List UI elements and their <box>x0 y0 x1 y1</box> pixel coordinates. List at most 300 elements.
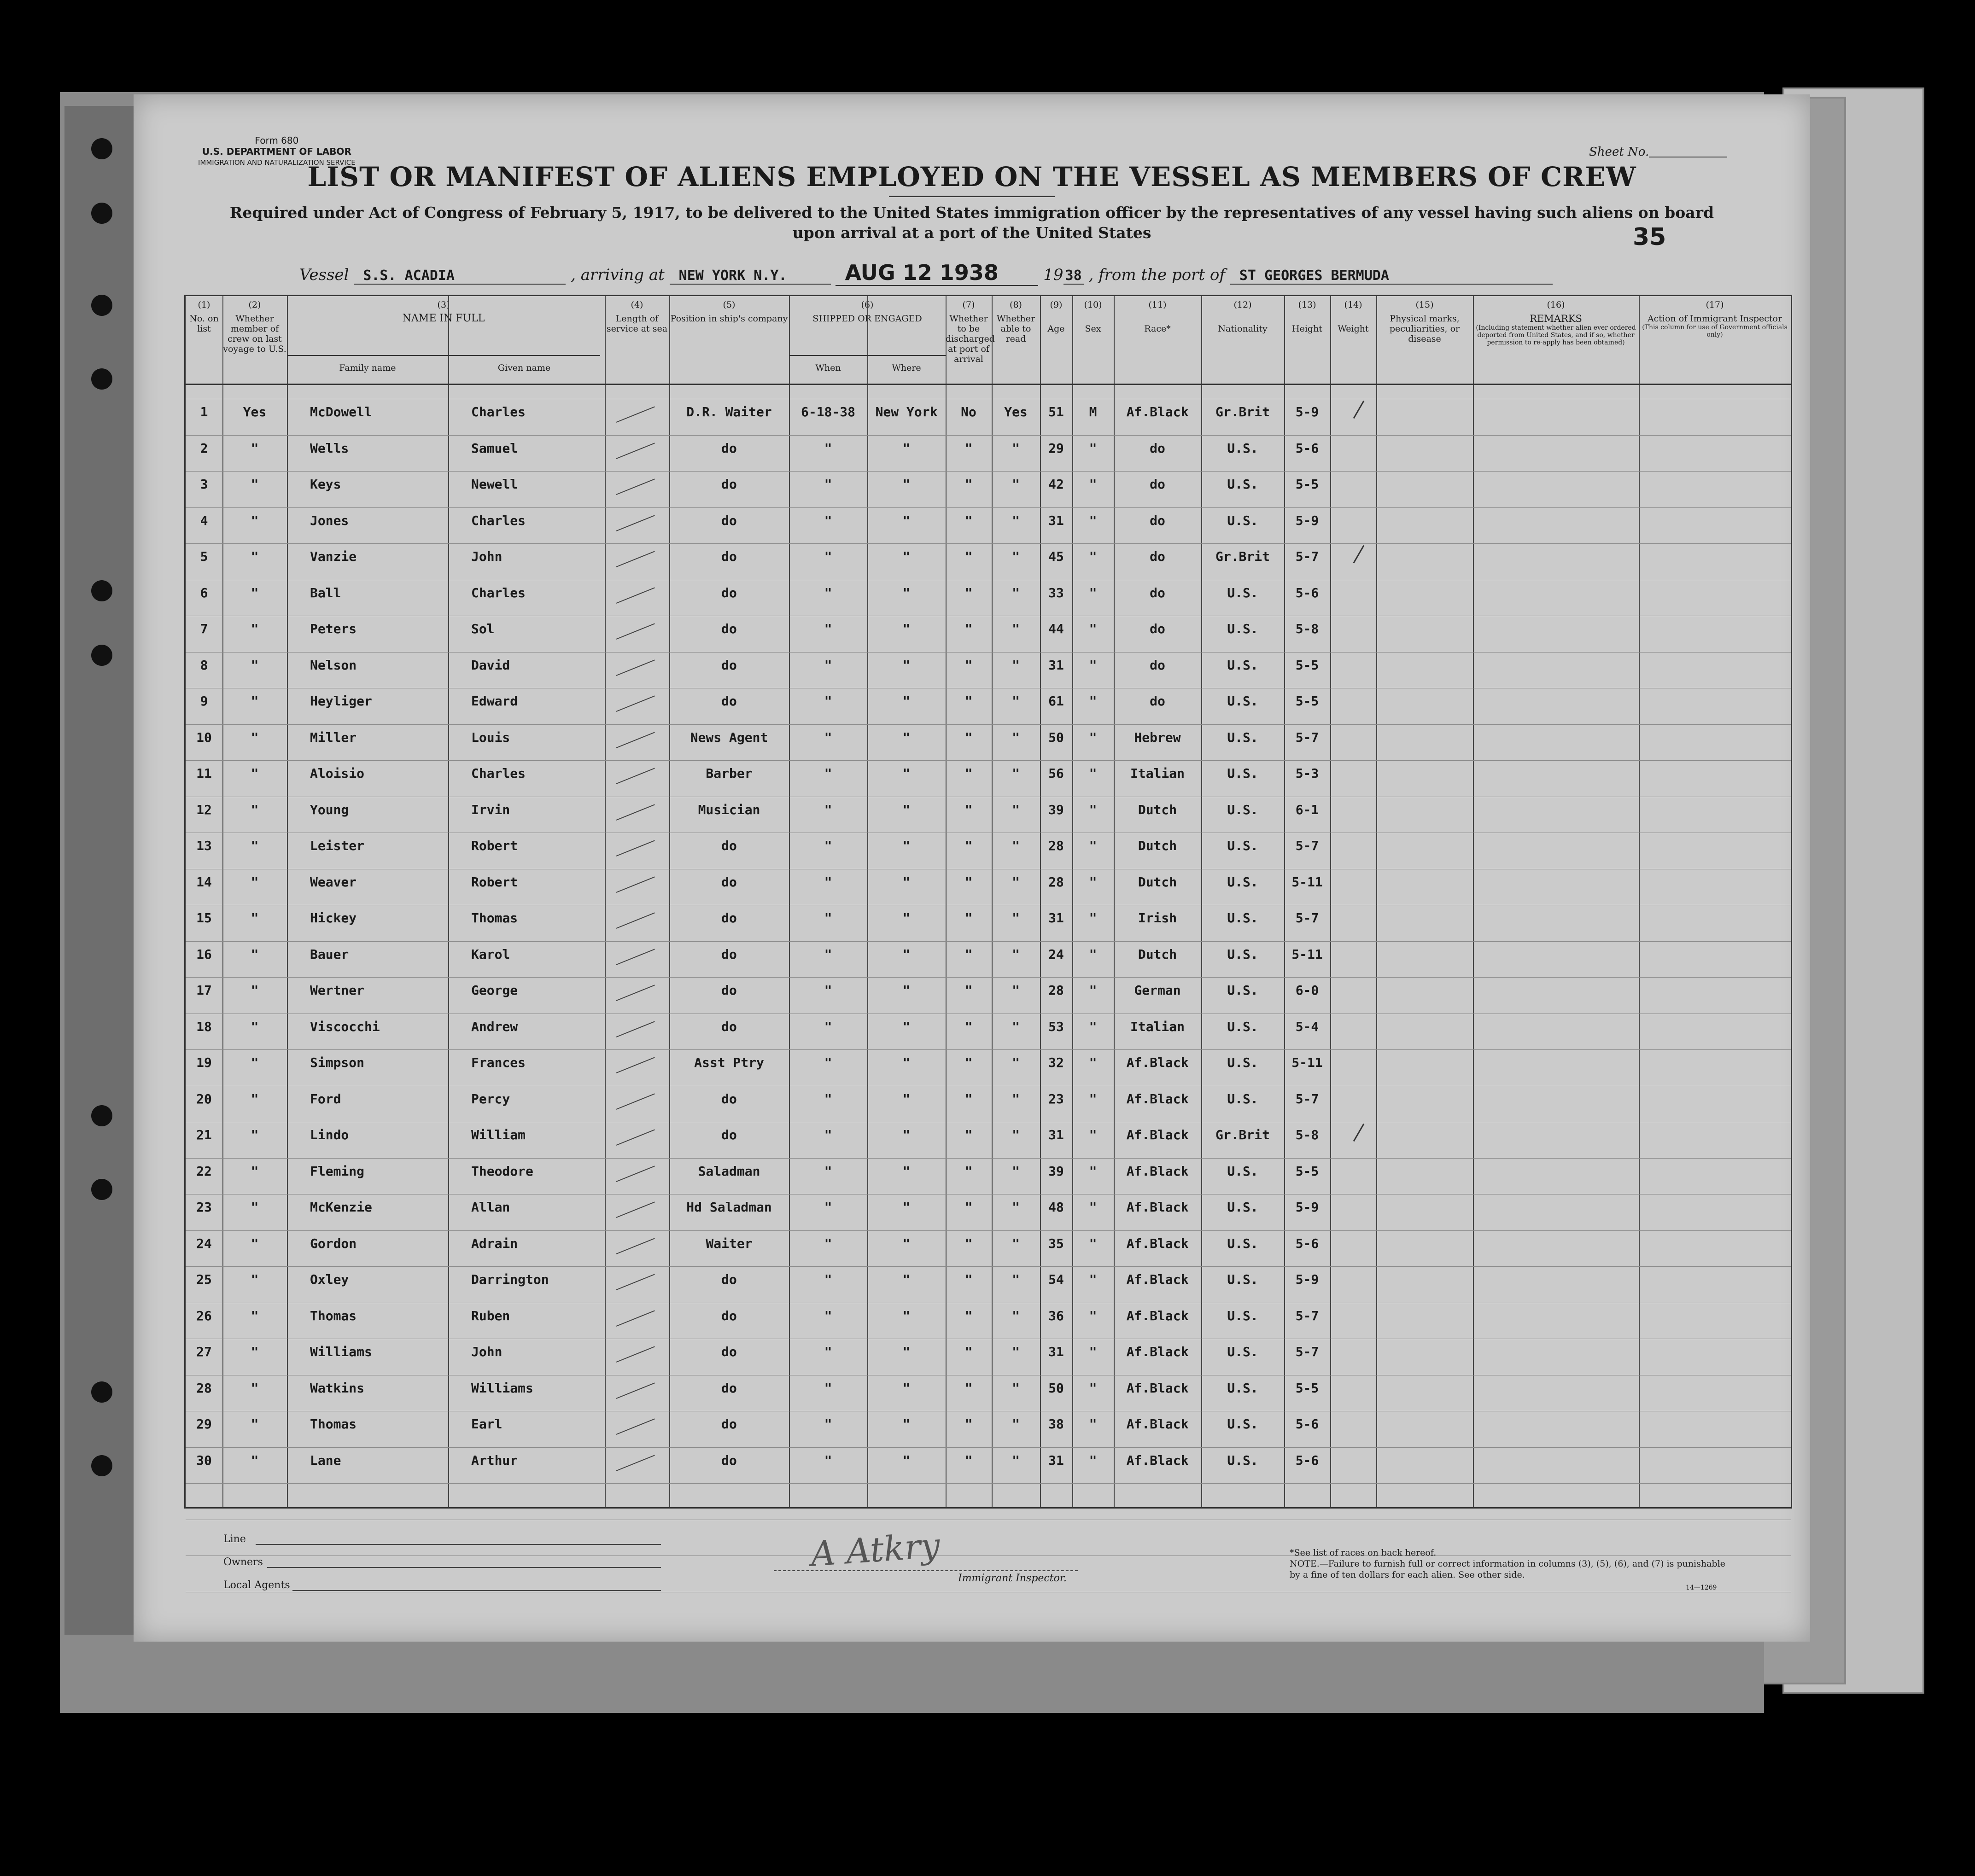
cell-height: 5-9 <box>1295 1200 1319 1215</box>
table-row <box>186 1200 1791 1218</box>
cell-read: " <box>1012 440 1020 456</box>
cell-given: Samuel <box>471 440 518 456</box>
service-length-mark <box>616 1201 655 1218</box>
cell-family: Weaver <box>310 874 357 890</box>
cell-no: 29 <box>196 1416 212 1432</box>
cell-disch: " <box>964 1452 973 1468</box>
cell-given: Sol <box>471 621 495 636</box>
cell-age: 29 <box>1048 440 1064 456</box>
cell-given: Robert <box>471 838 518 853</box>
cell-race: Af.Black <box>1126 1235 1189 1251</box>
cell-height: 5-11 <box>1291 946 1323 962</box>
cell-crew: " <box>251 1308 259 1323</box>
cell-position: News Agent <box>690 729 768 745</box>
cell-crew: " <box>251 549 259 564</box>
cell-read: " <box>1012 585 1020 600</box>
cell-sex: " <box>1089 585 1097 600</box>
cell-read: " <box>1012 946 1020 962</box>
cell-nationality: U.S. <box>1227 910 1258 926</box>
binder-strip <box>64 106 134 1635</box>
cell-age: 39 <box>1048 1163 1064 1179</box>
col-header-name: (3) NAME IN FULL <box>402 300 485 324</box>
row-rule <box>186 1447 1791 1448</box>
binder-hole <box>91 580 112 601</box>
cell-read: " <box>1012 838 1020 853</box>
table-row <box>186 1272 1791 1290</box>
cell-nationality: U.S. <box>1227 802 1258 817</box>
cell-read: " <box>1012 766 1020 781</box>
cell-crew: " <box>251 910 259 926</box>
service-length-mark <box>616 1274 655 1290</box>
cell-given: David <box>471 657 510 673</box>
cell-sex: " <box>1089 1272 1097 1287</box>
cell-when: " <box>824 1163 832 1179</box>
cell-read: Yes <box>1004 404 1028 419</box>
cell-read: " <box>1012 1272 1020 1287</box>
service-length-mark <box>616 1093 655 1110</box>
cell-sex: " <box>1089 1055 1097 1070</box>
cell-disch: " <box>964 1416 973 1432</box>
col-header-physical: (15) Physical marks, peculiarities, or disease <box>1389 300 1460 344</box>
cell-nationality: U.S. <box>1227 1055 1258 1070</box>
voyage-line <box>299 260 1553 286</box>
cell-age: 31 <box>1048 1452 1064 1468</box>
cell-height: 5-5 <box>1295 657 1319 673</box>
cell-height: 5-7 <box>1295 910 1319 926</box>
cell-read: " <box>1012 621 1020 636</box>
cell-no: 14 <box>196 874 212 890</box>
cell-sex: " <box>1089 693 1097 709</box>
cell-age: 31 <box>1048 657 1064 673</box>
cell-disch: " <box>964 693 973 709</box>
service-length-mark <box>616 659 655 676</box>
cell-race: Af.Black <box>1126 404 1189 419</box>
cell-position: do <box>721 946 737 962</box>
cell-race: Italian <box>1130 766 1185 781</box>
cell-nationality: U.S. <box>1227 1235 1258 1251</box>
cell-age: 44 <box>1048 621 1064 636</box>
cell-when: " <box>824 585 832 600</box>
cell-crew: " <box>251 621 259 636</box>
cell-family: Aloisio <box>310 766 365 781</box>
row-rule <box>186 941 1791 942</box>
cell-read: " <box>1012 729 1020 745</box>
cell-read: " <box>1012 1235 1020 1251</box>
cell-sex: " <box>1089 1091 1097 1107</box>
cell-nationality: U.S. <box>1227 1272 1258 1287</box>
cell-age: 31 <box>1048 1127 1064 1142</box>
col-header-sex: (10) Sex <box>1084 300 1102 334</box>
cell-disch: " <box>964 838 973 853</box>
cell-read: " <box>1012 1019 1020 1034</box>
cell-position: Hd Saladman <box>686 1200 772 1215</box>
cell-given: John <box>471 1344 503 1359</box>
service-length-mark <box>616 876 655 893</box>
vessel-name: S.S. ACADIA <box>354 268 566 285</box>
cell-race: Hebrew <box>1134 729 1181 745</box>
cell-when: " <box>824 1344 832 1359</box>
cell-sex: M <box>1089 404 1097 419</box>
cell-height: 5-9 <box>1295 1272 1319 1287</box>
cell-height: 5-7 <box>1295 549 1319 564</box>
cell-where: " <box>902 1308 911 1323</box>
cell-race: Irish <box>1138 910 1177 926</box>
binder-hole <box>91 1179 112 1200</box>
cell-no: 25 <box>196 1272 212 1287</box>
cell-nationality: U.S. <box>1227 729 1258 745</box>
service-length-mark <box>616 551 655 567</box>
table-row <box>186 802 1791 821</box>
cell-race: German <box>1134 983 1181 998</box>
cell-age: 42 <box>1048 477 1064 492</box>
cell-where: " <box>902 1163 911 1179</box>
cell-height: 5-9 <box>1295 513 1319 528</box>
table-row <box>186 1416 1791 1435</box>
cell-sex: " <box>1089 1452 1097 1468</box>
title-rule <box>889 196 1055 197</box>
cell-when: " <box>824 729 832 745</box>
cell-crew: " <box>251 1272 259 1287</box>
cell-position: Barber <box>706 766 753 781</box>
cell-race: Af.Black <box>1126 1272 1189 1287</box>
cell-no: 8 <box>200 657 208 673</box>
table-row <box>186 1453 1791 1471</box>
cell-crew: " <box>251 729 259 745</box>
table-row <box>186 658 1791 676</box>
cell-race: Af.Black <box>1126 1055 1189 1070</box>
cell-age: 31 <box>1048 910 1064 926</box>
cell-family: Miller <box>310 729 357 745</box>
service-length-mark <box>616 1129 655 1146</box>
cell-disch: " <box>964 1019 973 1034</box>
cell-height: 5-5 <box>1295 1163 1319 1179</box>
cell-read: " <box>1012 693 1020 709</box>
cell-where: " <box>902 983 911 998</box>
service-length-mark <box>616 949 655 965</box>
cell-when: " <box>824 1200 832 1215</box>
cell-sex: " <box>1089 802 1097 817</box>
cell-given: Arthur <box>471 1452 518 1468</box>
table-row <box>186 910 1791 929</box>
cell-family: Fleming <box>310 1163 365 1179</box>
cell-family: Gordon <box>310 1235 357 1251</box>
departure-port: ST GEORGES BERMUDA <box>1230 268 1553 285</box>
service-length-mark <box>616 478 655 495</box>
cell-age: 54 <box>1048 1272 1064 1287</box>
cell-position: do <box>721 838 737 853</box>
cell-age: 24 <box>1048 946 1064 962</box>
table-row <box>186 947 1791 965</box>
cell-family: McKenzie <box>310 1200 372 1215</box>
cell-disch: " <box>964 621 973 636</box>
cell-position: do <box>721 693 737 709</box>
cell-family: Nelson <box>310 657 357 673</box>
cell-disch: " <box>964 1235 973 1251</box>
cell-sex: " <box>1089 440 1097 456</box>
cell-no: 21 <box>196 1127 212 1142</box>
cell-crew: " <box>251 513 259 528</box>
cell-nationality: U.S. <box>1227 1019 1258 1034</box>
cell-family: Hickey <box>310 910 357 926</box>
cell-nationality: U.S. <box>1227 946 1258 962</box>
binder-hole <box>91 138 112 159</box>
service-length-mark <box>616 1418 655 1435</box>
cell-family: Watkins <box>310 1380 365 1396</box>
cell-no: 5 <box>200 549 208 564</box>
cell-given: Frances <box>471 1055 526 1070</box>
cell-height: 5-6 <box>1295 1416 1319 1432</box>
cell-age: 35 <box>1048 1235 1064 1251</box>
row-rule <box>186 1049 1791 1050</box>
cell-given: Adrain <box>471 1235 518 1251</box>
cell-crew: " <box>251 477 259 492</box>
crew-table <box>184 295 1792 1509</box>
cell-family: Viscocchi <box>310 1019 380 1034</box>
cell-read: " <box>1012 1200 1020 1215</box>
cell-sex: " <box>1089 1163 1097 1179</box>
cell-where: " <box>902 1055 911 1070</box>
cell-family: Williams <box>310 1344 372 1359</box>
cell-race: Af.Black <box>1126 1308 1189 1323</box>
cell-race: Dutch <box>1138 874 1177 890</box>
cell-disch: " <box>964 729 973 745</box>
cell-position: do <box>721 874 737 890</box>
cell-nationality: Gr.Brit <box>1215 404 1270 419</box>
cell-position: do <box>721 1416 737 1432</box>
table-row <box>186 513 1791 531</box>
cell-when: " <box>824 946 832 962</box>
year-prefix: 19 <box>1043 266 1063 284</box>
cell-sex: " <box>1089 838 1097 853</box>
binder-hole <box>91 295 112 316</box>
service-length-mark <box>616 1455 655 1471</box>
cell-where: " <box>902 1380 911 1396</box>
cell-when: " <box>824 983 832 998</box>
cell-height: 5-6 <box>1295 440 1319 456</box>
cell-race: Af.Black <box>1126 1344 1189 1359</box>
cell-race: Af.Black <box>1126 1416 1189 1432</box>
cell-read: " <box>1012 874 1020 890</box>
cell-crew: " <box>251 946 259 962</box>
cell-disch: " <box>964 477 973 492</box>
cell-where: " <box>902 440 911 456</box>
cell-disch: " <box>964 1091 973 1107</box>
cell-race: Italian <box>1130 1019 1185 1034</box>
col-header-race: (11) Race* <box>1144 300 1171 334</box>
cell-sex: " <box>1089 513 1097 528</box>
cell-where: " <box>902 621 911 636</box>
cell-when: " <box>824 477 832 492</box>
row-rule <box>186 760 1791 761</box>
cell-disch: " <box>964 1163 973 1179</box>
cell-crew: " <box>251 1163 259 1179</box>
cell-age: 38 <box>1048 1416 1064 1432</box>
cell-nationality: U.S. <box>1227 1200 1258 1215</box>
cell-position: Asst Ptry <box>694 1055 764 1070</box>
cell-crew: " <box>251 1127 259 1142</box>
cell-crew: " <box>251 838 259 853</box>
cell-position: do <box>721 1127 737 1142</box>
cell-nationality: U.S. <box>1227 1452 1258 1468</box>
cell-crew: " <box>251 1055 259 1070</box>
table-row <box>186 766 1791 784</box>
cell-read: " <box>1012 1055 1020 1070</box>
cell-age: 48 <box>1048 1200 1064 1215</box>
cell-position: do <box>721 983 737 998</box>
cell-read: " <box>1012 802 1020 817</box>
cell-nationality: U.S. <box>1227 1163 1258 1179</box>
table-row <box>186 585 1791 604</box>
cell-disch: " <box>964 549 973 564</box>
row-rule <box>186 724 1791 725</box>
local-agents-field <box>292 1590 661 1591</box>
cell-family: Vanzie <box>310 549 357 564</box>
table-row <box>186 1019 1791 1037</box>
cell-crew: " <box>251 1380 259 1396</box>
cell-given: George <box>471 983 518 998</box>
cell-no: 3 <box>200 477 208 492</box>
cell-nationality: U.S. <box>1227 657 1258 673</box>
cell-given: Edward <box>471 693 518 709</box>
cell-given: Robert <box>471 874 518 890</box>
cell-age: 28 <box>1048 983 1064 998</box>
cell-nationality: Gr.Brit <box>1215 549 1270 564</box>
cell-where: " <box>902 838 911 853</box>
cell-crew: " <box>251 983 259 998</box>
cell-read: " <box>1012 910 1020 926</box>
cell-age: 36 <box>1048 1308 1064 1323</box>
cell-height: 5-11 <box>1291 874 1323 890</box>
arrival-year: 38 <box>1063 268 1084 285</box>
col-header-no: (1) No. on list <box>189 300 219 334</box>
cell-height: 5-4 <box>1295 1019 1319 1034</box>
cell-position: do <box>721 1308 737 1323</box>
binder-hole <box>91 1455 112 1476</box>
table-row <box>186 477 1791 495</box>
cell-height: 5-9 <box>1295 404 1319 419</box>
cell-given: Charles <box>471 513 526 528</box>
cell-no: 30 <box>196 1452 212 1468</box>
cell-crew: " <box>251 1091 259 1107</box>
cell-when: " <box>824 513 832 528</box>
service-length-mark <box>616 587 655 604</box>
cell-where: " <box>902 477 911 492</box>
races-note: *See list of races on back hereof. <box>1290 1548 1437 1558</box>
service-length-mark <box>616 1021 655 1037</box>
cell-when: " <box>824 693 832 709</box>
cell-position: do <box>721 585 737 600</box>
cell-when: " <box>824 440 832 456</box>
vessel-label: Vessel <box>299 266 349 284</box>
cell-when: " <box>824 1055 832 1070</box>
cell-crew: " <box>251 1416 259 1432</box>
cell-crew: " <box>251 1019 259 1034</box>
cell-position: do <box>721 477 737 492</box>
cell-position: do <box>721 1272 737 1287</box>
service-length-mark <box>616 1238 655 1254</box>
col-header-read: (8) Whether able to read <box>996 300 1035 344</box>
cell-disch: " <box>964 946 973 962</box>
cell-nationality: U.S. <box>1227 766 1258 781</box>
cell-read: " <box>1012 513 1020 528</box>
stamp-number: 35 <box>1633 223 1666 251</box>
cell-family: Ford <box>310 1091 341 1107</box>
cell-position: do <box>721 1019 737 1034</box>
cell-position: do <box>721 1380 737 1396</box>
table-row <box>186 1308 1791 1327</box>
table-row <box>186 404 1791 423</box>
cell-disch: " <box>964 1127 973 1142</box>
local-agents-label: Local Agents <box>223 1579 290 1591</box>
cell-read: " <box>1012 1452 1020 1468</box>
cell-no: 22 <box>196 1163 212 1179</box>
cell-sex: " <box>1089 729 1097 745</box>
arrival-port: NEW YORK N.Y. <box>670 268 831 285</box>
col-header-shipped: (6) SHIPPED OR ENGAGED <box>812 300 922 324</box>
cell-height: 5-7 <box>1295 838 1319 853</box>
cell-given: Earl <box>471 1416 503 1432</box>
cell-where: " <box>902 1019 911 1034</box>
cell-position: do <box>721 549 737 564</box>
cell-sex: " <box>1089 1235 1097 1251</box>
inspector-signature: A Atkry <box>809 1526 941 1574</box>
cell-crew: " <box>251 693 259 709</box>
cell-given: Percy <box>471 1091 510 1107</box>
cell-crew: " <box>251 874 259 890</box>
cell-age: 28 <box>1048 874 1064 890</box>
cell-when: " <box>824 838 832 853</box>
cell-crew: " <box>251 1235 259 1251</box>
cell-disch: " <box>964 513 973 528</box>
cell-crew: " <box>251 802 259 817</box>
cell-when: " <box>824 1380 832 1396</box>
table-row <box>186 1344 1791 1363</box>
col-header-nationality: (12) Nationality <box>1218 300 1268 334</box>
cell-when: " <box>824 657 832 673</box>
cell-sex: " <box>1089 621 1097 636</box>
cell-sex: " <box>1089 657 1097 673</box>
cell-when: " <box>824 621 832 636</box>
cell-sex: " <box>1089 477 1097 492</box>
cell-race: do <box>1150 585 1165 600</box>
cell-family: Peters <box>310 621 357 636</box>
cell-nationality: U.S. <box>1227 440 1258 456</box>
table-row <box>186 874 1791 893</box>
cell-race: do <box>1150 477 1165 492</box>
cell-where: " <box>902 693 911 709</box>
row-rule <box>186 543 1791 544</box>
cell-no: 7 <box>200 621 208 636</box>
cell-height: 5-5 <box>1295 1380 1319 1396</box>
cell-race: do <box>1150 621 1165 636</box>
cell-sex: " <box>1089 1380 1097 1396</box>
cell-age: 61 <box>1048 693 1064 709</box>
cell-height: 5-8 <box>1295 1127 1319 1142</box>
shipped-subheader-rule <box>789 355 946 356</box>
line-label: Line <box>223 1533 246 1545</box>
cell-crew: " <box>251 585 259 600</box>
cell-nationality: U.S. <box>1227 1380 1258 1396</box>
cell-family: Thomas <box>310 1416 357 1432</box>
cell-given: Louis <box>471 729 510 745</box>
name-subheader-rule <box>287 355 600 356</box>
cell-given: Charles <box>471 766 526 781</box>
cell-disch: " <box>964 802 973 817</box>
cell-crew: " <box>251 1452 259 1468</box>
table-row <box>186 1091 1791 1110</box>
cell-given: Ruben <box>471 1308 510 1323</box>
cell-position: do <box>721 513 737 528</box>
